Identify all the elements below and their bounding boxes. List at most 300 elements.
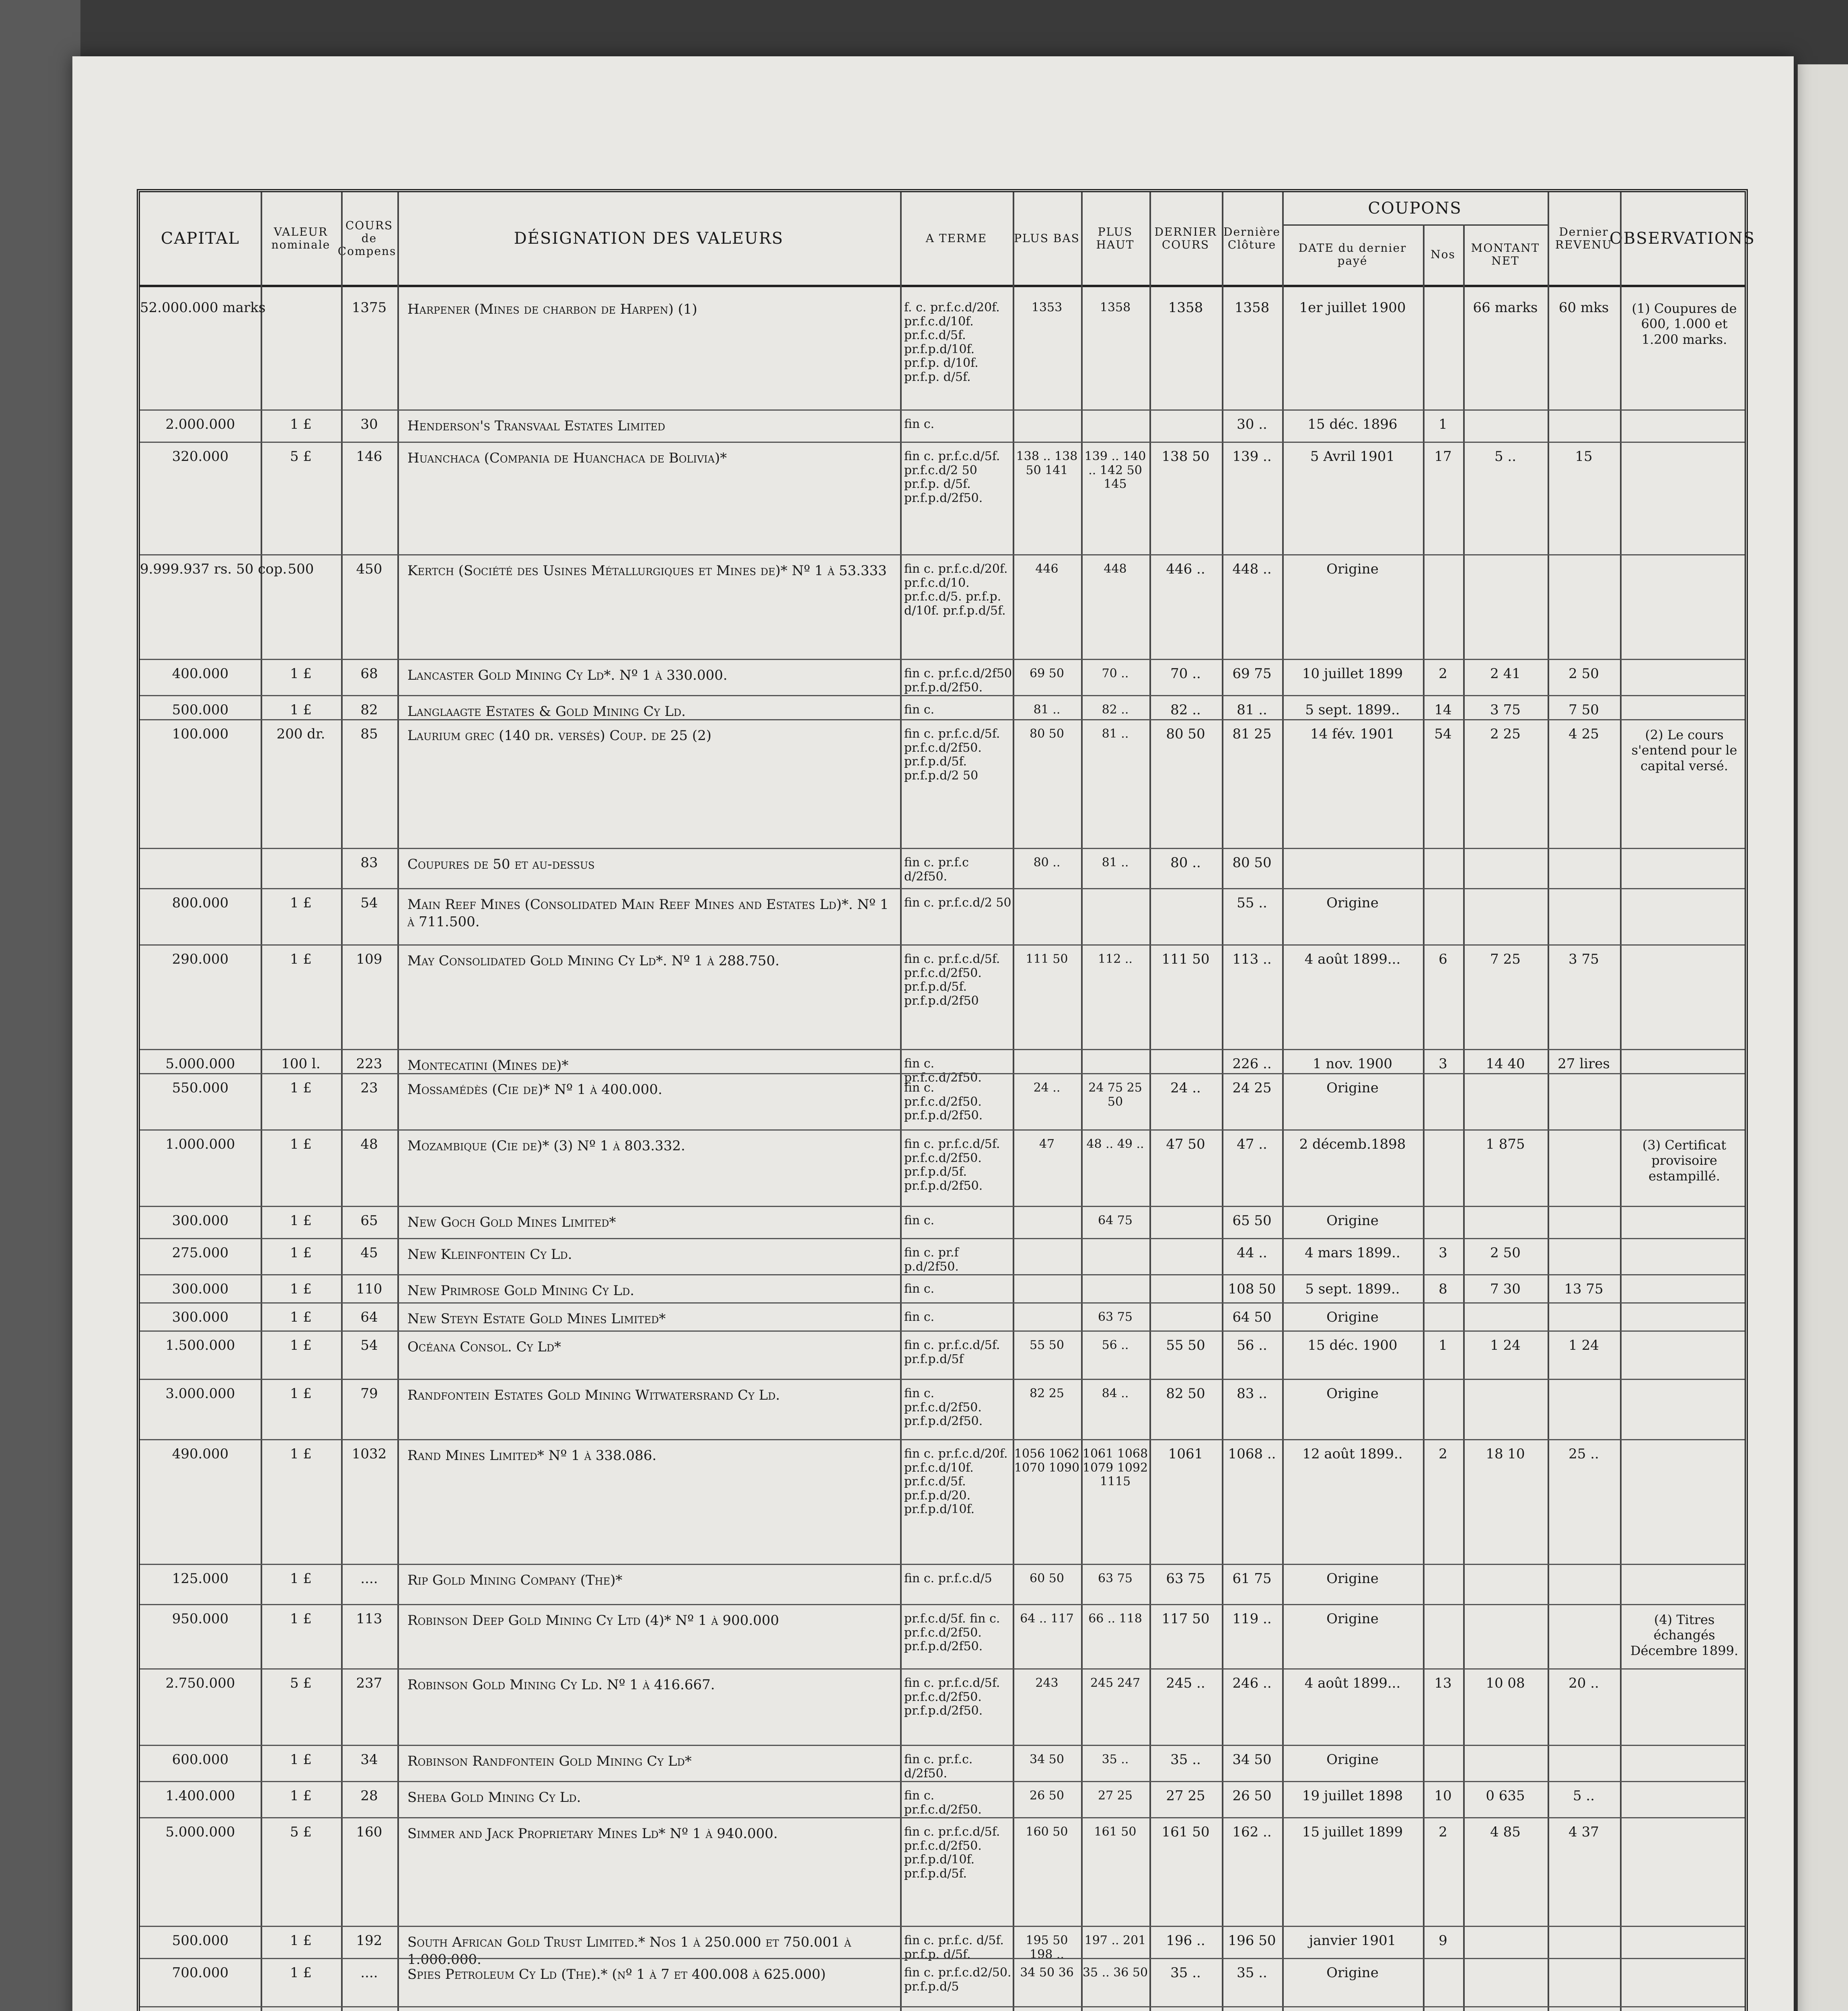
row-separator (140, 1206, 1745, 1207)
row-separator (140, 1745, 1745, 1746)
row-separator (140, 1129, 1745, 1131)
cell-cours: 83 (360, 855, 378, 871)
cell-date: janvier 1901 (1309, 1933, 1396, 1949)
cell-cours: 237 (356, 1675, 382, 1691)
cell-designation: Robinson Gold Mining Cy Ld. Nº 1 à 416.667. (407, 1677, 715, 1693)
cell-revenu: 7 50 (1568, 702, 1599, 718)
row-separator (140, 1238, 1745, 1239)
cell-cours: 68 (360, 666, 378, 682)
cell-dernier: 117 50 (1161, 1611, 1210, 1627)
cell-designation: Sheba Gold Mining Cy Ld. (407, 1789, 581, 1805)
cell-terme: fin c. pr.f.c.d/5f. pr.f.c.d/2f50. pr.f.p.d/5f. pr.f.p.d/2f50 (904, 952, 1000, 1008)
cell-terme: fin c. pr.f.c.d/5f. pr.f.c.d/2f50. pr.f.p.d/5f. pr.f.p.d/2f50. (904, 1137, 1000, 1193)
cell-terme: fin c. pr.f.c. d/5f. pr.f.p. d/5f. (904, 1933, 1004, 1962)
cell-cloture: 113 .. (1232, 951, 1272, 967)
cell-haut: 82 .. (1102, 703, 1129, 717)
cell-haut: 27 25 (1098, 1789, 1133, 1803)
cell-designation: Mossamédès (Cie de)* Nº 1 à 400.000. (407, 1082, 662, 1098)
cell-designation: Coupures de 50 et au-dessus (407, 856, 595, 872)
column-rule (1282, 192, 1284, 2011)
cell-terme: fin c. pr.f.c.d/2f50 pr.f.p.d/2f50. (904, 666, 1012, 695)
cell-revenu: 13 75 (1564, 1281, 1603, 1297)
cell-capital: 2.750.000 (165, 1675, 235, 1691)
cell-cloture: 65 50 (1232, 1213, 1272, 1229)
cell-no: 3 (1439, 1245, 1447, 1261)
cell-capital: 1.500.000 (165, 1337, 235, 1353)
cell-bas: 195 50 198 .. (1026, 1933, 1068, 1962)
cell-haut: 112 .. (1098, 952, 1133, 966)
cell-capital: 500.000 (172, 1933, 229, 1949)
cell-dernier: 1358 (1168, 300, 1203, 316)
cell-nominale: 1 £ (290, 1446, 312, 1462)
cell-obs: (4) Titres échangés Décembre 1899. (1630, 1612, 1739, 1658)
cell-date: 4 août 1899... (1304, 951, 1401, 967)
cell-terme: fin c. pr.f.c.d/2f50. pr.f.p.d/2f50. (904, 1081, 983, 1123)
cell-date: 19 juillet 1898 (1302, 1788, 1403, 1804)
row-separator (140, 1604, 1745, 1605)
cell-capital: 500.000 (172, 702, 229, 718)
row-separator (140, 1958, 1745, 1959)
row-separator (140, 1439, 1745, 1440)
cell-nominale: 1 £ (290, 1788, 312, 1804)
cell-terme: fin c. (904, 417, 935, 431)
cell-nominale: 1 £ (290, 1611, 312, 1627)
cell-no: 54 (1434, 726, 1452, 742)
row-separator (140, 719, 1745, 720)
cell-nominale: 1 £ (290, 1136, 312, 1152)
cell-revenu: 60 mks (1558, 300, 1609, 316)
cell-designation: Main Reef Mines (Consolidated Main Reef Mines and Estates Ld)*. Nº 1 à 711.500. (407, 897, 889, 930)
cell-designation: Harpener (Mines de charbon de Harpen) (1) (407, 301, 697, 317)
cell-nominale: 1 £ (290, 951, 312, 967)
cell-haut: 63 75 (1098, 1571, 1133, 1585)
cell-capital: 5.000.000 (165, 1056, 235, 1072)
cell-cloture: 246 .. (1232, 1675, 1272, 1691)
cell-capital: 100.000 (172, 726, 229, 742)
cell-designation: Océana Consol. Cy Ld* (407, 1339, 561, 1355)
cell-dernier: 82 50 (1166, 1386, 1205, 1402)
cell-designation: Montecatini (Mines de)* (407, 1057, 569, 1073)
cell-capital: 1.400.000 (165, 1788, 235, 1804)
cell-nominale: 1 £ (290, 1571, 312, 1587)
cell-terme: fin c. (904, 1282, 935, 1296)
cell-capital: 490.000 (172, 1446, 229, 1462)
cell-capital: 1.000.000 (165, 1136, 235, 1152)
cell-cloture: 35 .. (1237, 1965, 1267, 1981)
header-coupons: COUPONS (1282, 192, 1549, 226)
cell-cours: 192 (356, 1933, 382, 1949)
cell-date: 5 Avril 1901 (1310, 448, 1395, 465)
cell-designation: Robinson Deep Gold Mining Cy Ltd (4)* Nº 1 à 900.000 (407, 1612, 779, 1629)
cell-capital: 700.000 (172, 1965, 229, 1981)
row-separator (140, 944, 1745, 946)
header-valeur-nominale: VALEUR nominale (261, 192, 343, 287)
cell-cours: 223 (356, 1056, 382, 1072)
cell-cloture: 34 50 (1232, 1752, 1272, 1768)
cell-cours: 450 (356, 561, 382, 577)
cell-designation: Huanchaca (Compania de Huanchaca de Bolivia)* (407, 450, 727, 466)
row-separator (140, 848, 1745, 849)
cell-revenu: 5 .. (1573, 1788, 1595, 1804)
cell-capital: 5.000.000 (165, 1824, 235, 1840)
row-separator (140, 659, 1745, 660)
cell-cloture: 61 75 (1232, 1571, 1272, 1587)
cell-nominale: 1 £ (290, 1309, 312, 1325)
column-rule (1423, 224, 1425, 2011)
cell-date: Origine (1326, 1965, 1379, 1981)
row-separator (140, 1668, 1745, 1670)
cell-revenu: 4 25 (1568, 726, 1599, 742)
cell-dernier: 63 75 (1166, 1571, 1205, 1587)
cell-cloture: 64 50 (1232, 1309, 1272, 1325)
row-separator (140, 1049, 1745, 1050)
cell-terme: fin c. pr.f.c.d/2f50. pr.f.p.d/2f50. (904, 1386, 983, 1428)
cell-date: 4 mars 1899.. (1305, 1245, 1400, 1261)
cell-capital: 300.000 (172, 1281, 229, 1297)
cell-cloture: 55 .. (1237, 895, 1267, 911)
cell-cours: 110 (356, 1281, 382, 1297)
cell-haut: 63 75 (1098, 1310, 1133, 1324)
cell-bas: 80 .. (1033, 855, 1061, 870)
cell-montant: 2 50 (1490, 1245, 1521, 1261)
cell-haut: 1358 (1100, 300, 1131, 315)
cell-capital: 950.000 (172, 1611, 229, 1627)
cell-dernier: 35 .. (1170, 1965, 1201, 1981)
cell-nominale: 5 £ (290, 1824, 312, 1840)
cell-cloture: 24 25 (1232, 1080, 1272, 1096)
cell-designation: May Consolidated Gold Mining Cy Ld*. Nº 1 à 288.750. (407, 953, 780, 969)
cell-cours: 23 (360, 1080, 378, 1096)
cell-dernier: 1061 (1168, 1446, 1203, 1462)
header-dernier-cours: DERNIER COURS (1149, 192, 1223, 287)
cell-haut: 35 .. (1102, 1752, 1129, 1766)
column-rule (900, 192, 902, 2011)
cell-cloture: 81 25 (1232, 726, 1272, 742)
cell-revenu: 27 lires (1558, 1056, 1610, 1072)
cell-montant: 10 08 (1486, 1675, 1525, 1691)
cell-haut: 56 .. (1102, 1338, 1129, 1352)
cell-cloture: 56 .. (1237, 1337, 1267, 1353)
cell-montant: 1 24 (1490, 1337, 1521, 1353)
cell-date: 12 août 1899.. (1302, 1446, 1403, 1462)
cell-date: Origine (1326, 561, 1379, 577)
cell-date: Origine (1326, 1752, 1379, 1768)
column-rule (341, 192, 343, 2011)
cell-bas: 81 .. (1033, 703, 1061, 717)
cell-terme: fin c. pr.f.c.d/20f. pr.f.c.d/10f. pr.f.c.d/5f. pr.f.p.d/20. pr.f.p.d/10f. (904, 1447, 1008, 1516)
cell-capital: 300.000 (172, 1309, 229, 1325)
header-nos: Nos (1423, 224, 1465, 287)
cell-nominale: 500 (288, 561, 314, 577)
cell-cours: 65 (360, 1213, 378, 1229)
cell-capital: 9.999.937 rs. 50 cop. (140, 561, 287, 577)
cell-nominale: 1 £ (290, 1281, 312, 1297)
cell-dernier: 245 .. (1166, 1675, 1205, 1691)
column-rule (1548, 192, 1549, 2011)
row-separator (140, 1564, 1745, 1565)
cell-terme: fin c. pr.f p.d/2f50. (904, 1246, 959, 1274)
cell-capital: 125.000 (172, 1571, 229, 1587)
cell-bas: 55 50 (1030, 1338, 1064, 1352)
cell-cours: 54 (360, 895, 378, 911)
cell-capital: 3.000.000 (165, 1386, 235, 1402)
cell-capital: 400.000 (172, 666, 229, 682)
cell-bas: 26 50 (1030, 1789, 1064, 1803)
cell-montant: 66 marks (1473, 300, 1538, 316)
cell-obs: (1) Coupures de 600, 1.000 et 1.200 marks. (1632, 301, 1737, 347)
cell-haut: 1061 1068 1079 1092 1115 (1082, 1447, 1148, 1489)
cell-dernier: 82 .. (1170, 702, 1201, 718)
cell-montant: 2 25 (1490, 726, 1521, 742)
cell-terme: fin c. pr.f.c.d/5f. pr.f.p.d/5f (904, 1338, 1000, 1366)
cell-revenu: 2 50 (1568, 666, 1599, 682)
cell-cloture: 139 .. (1232, 448, 1272, 465)
cell-cours: 30 (360, 416, 378, 432)
cell-date: 5 sept. 1899.. (1305, 1281, 1400, 1297)
cell-designation: Laurium grec (140 dr. versés) Coup. de 25 (2) (407, 728, 712, 744)
cell-revenu: 20 .. (1568, 1675, 1599, 1691)
cell-dernier: 55 50 (1166, 1337, 1205, 1353)
cell-nominale: 1 £ (290, 1080, 312, 1096)
cell-nominale: 1 £ (290, 1245, 312, 1261)
cell-haut: 64 75 (1098, 1213, 1133, 1228)
cell-no: 3 (1439, 1056, 1447, 1072)
cell-dernier: 196 .. (1166, 1933, 1205, 1949)
cell-nominale: 1 £ (290, 895, 312, 911)
cell-no: 13 (1434, 1675, 1452, 1691)
cell-revenu: 4 37 (1568, 1824, 1599, 1840)
cell-cours: 85 (360, 726, 378, 742)
cell-dernier: 138 50 (1161, 448, 1210, 465)
cell-revenu: 1 24 (1568, 1337, 1599, 1353)
cell-bas: 82 25 (1030, 1386, 1064, 1400)
cell-cours: 1375 (352, 300, 387, 316)
cell-terme: f. c. pr.f.c.d/20f. pr.f.c.d/10f. pr.f.c.d/5f. pr.f.p.d/10f. pr.f.p. d/10f. pr.f.p. d/5f. (904, 300, 1000, 384)
cell-cours: 34 (360, 1752, 378, 1768)
row-separator (140, 554, 1745, 555)
cell-haut: 66 .. 118 (1088, 1612, 1142, 1626)
column-rule (1222, 192, 1223, 2011)
header-capital: CAPITAL (140, 192, 262, 287)
cell-montant: 2 41 (1490, 666, 1521, 682)
cell-obs: (2) Le cours s'entend pour le capital versé. (1631, 727, 1737, 773)
cell-nominale: 1 £ (290, 1933, 312, 1949)
cell-bas: 34 50 36 (1020, 1966, 1074, 1980)
cell-designation: Randfontein Estates Gold Mining Witwatersrand Cy Ld. (407, 1387, 780, 1403)
previous-page-edge (0, 0, 80, 2011)
cell-designation: Robinson Randfontein Gold Mining Cy Ld* (407, 1753, 692, 1769)
cell-cloture: 69 75 (1232, 666, 1272, 682)
header-designation: DÉSIGNATION DES VALEURS (397, 192, 902, 287)
cell-no: 8 (1439, 1281, 1447, 1297)
cell-haut: 245 247 (1090, 1676, 1141, 1690)
cell-dernier: 111 50 (1161, 951, 1210, 967)
header-derniere-cloture: Dernière Clôture (1222, 192, 1284, 287)
cell-cours: 48 (360, 1136, 378, 1152)
cell-capital: 275.000 (172, 1245, 229, 1261)
column-rule (1463, 224, 1465, 2011)
cell-nominale: 1 £ (290, 702, 312, 718)
cell-date: 1 nov. 1900 (1312, 1056, 1393, 1072)
cell-date: Origine (1326, 1309, 1379, 1325)
cell-haut: 81 .. (1102, 855, 1129, 870)
cell-revenu: 25 .. (1568, 1446, 1599, 1462)
cell-obs: (3) Certificat provisoire estampillé. (1642, 1137, 1727, 1184)
cell-bas: 243 (1035, 1676, 1059, 1690)
cell-nominale: 1 £ (290, 1337, 312, 1353)
row-separator (140, 1302, 1745, 1304)
cell-terme: fin c. pr.f.c.d/20f. pr.f.c.d/10. pr.f.c.d/5. pr.f.p. d/10f. pr.f.p.d/5f. (904, 562, 1008, 618)
cell-cours: .... (360, 1571, 378, 1587)
cell-montant: 1 875 (1486, 1136, 1525, 1152)
document-page (72, 56, 1794, 2011)
cell-date: 15 déc. 1896 (1307, 416, 1398, 432)
cell-designation: Rip Gold Mining Company (The)* (407, 1572, 623, 1588)
header-a-terme: A TERME (900, 192, 1014, 287)
cell-cloture: 1358 (1234, 300, 1270, 316)
cell-no: 10 (1434, 1788, 1452, 1804)
cell-revenu: 15 (1575, 448, 1593, 465)
cell-nominale: 5 £ (290, 448, 312, 465)
header-observations: OBSERVATIONS (1620, 192, 1745, 287)
cell-montant: 3 75 (1490, 702, 1521, 718)
cell-cours: 54 (360, 1337, 378, 1353)
row-separator (140, 409, 1745, 411)
cell-terme: pr.f.c.d/5f. fin c. pr.f.c.d/2f50. pr.f.p.d/2f50. (904, 1612, 1000, 1653)
cell-montant: 5 .. (1494, 448, 1517, 465)
cell-nominale: 1 £ (290, 666, 312, 682)
cell-date: 1er juillet 1900 (1299, 300, 1406, 316)
cell-haut: 197 .. 201 (1084, 1933, 1146, 1947)
row-separator (140, 1781, 1745, 1782)
cell-terme: fin c. pr.f.c.d2/50. pr.f.p.d/5 (904, 1966, 1011, 1994)
cell-designation: New Primrose Gold Mining Cy Ld. (407, 1283, 635, 1299)
cell-designation: Langlaagte Estates & Gold Mining Cy Ld. (407, 703, 686, 720)
cell-terme: fin c. pr.f.c.d/2f50. (904, 1789, 982, 1817)
cell-nominale: 1 £ (290, 1386, 312, 1402)
cell-no: 9 (1439, 1933, 1447, 1949)
cell-haut: 24 75 25 50 (1088, 1081, 1142, 1109)
cell-bas: 1353 (1031, 300, 1063, 315)
cell-montant: 18 10 (1486, 1446, 1525, 1462)
cell-haut: 161 50 (1094, 1825, 1137, 1839)
row-separator (140, 442, 1745, 443)
cell-no: 2 (1439, 666, 1447, 682)
cell-bas: 60 50 (1030, 1571, 1064, 1585)
cell-bas: 1056 1062 1070 1090 (1014, 1447, 1080, 1475)
cell-dernier: 80 50 (1166, 726, 1205, 742)
cell-bas: 34 50 (1030, 1752, 1064, 1766)
cell-cours: 64 (360, 1309, 378, 1325)
cell-terme: fin c. pr.f.c d/2f50. (904, 855, 969, 884)
cell-date: 5 sept. 1899.. (1305, 702, 1400, 718)
cell-cloture: 119 .. (1232, 1611, 1272, 1627)
cell-nominale: 1 £ (290, 1213, 312, 1229)
cell-date: 10 juillet 1899 (1302, 666, 1403, 682)
cell-designation: Henderson's Transvaal Estates Limited (407, 418, 665, 434)
cell-bas: 64 .. 117 (1020, 1612, 1074, 1626)
cell-capital: 800.000 (172, 895, 229, 911)
cell-no: 2 (1439, 1446, 1447, 1462)
cell-date: Origine (1326, 1611, 1379, 1627)
cell-nominale: 1 £ (290, 1965, 312, 1981)
cell-nominale: 5 £ (290, 1675, 312, 1691)
cell-terme: fin c. pr.f.c.d/2f50. (904, 1057, 982, 1085)
cell-bas: 138 .. 138 50 141 (1016, 449, 1078, 477)
cell-montant: 7 30 (1490, 1281, 1521, 1297)
cell-designation: Simmer and Jack Proprietary Mines Ld* Nº 1 à 940.000. (407, 1826, 778, 1842)
cell-terme: fin c. pr.f.c.d/5f. pr.f.c.d/2f50. pr.f.p.d/10f. pr.f.p.d/5f. (904, 1825, 1000, 1881)
cell-haut: 84 .. (1102, 1386, 1129, 1400)
header-date-dernier-paye: DATE du dernier payé (1282, 224, 1425, 287)
cell-date: Origine (1326, 1571, 1379, 1587)
cell-cours: 79 (360, 1386, 378, 1402)
cell-capital: 300.000 (172, 1213, 229, 1229)
price-table (137, 189, 1755, 2011)
cell-cloture: 47 .. (1237, 1136, 1267, 1152)
header-montant-net: MONTANT NET (1463, 224, 1549, 287)
cell-date: Origine (1326, 1386, 1379, 1402)
cell-cours: 109 (356, 951, 382, 967)
cell-dernier: 24 .. (1170, 1080, 1201, 1096)
cell-no: 14 (1434, 702, 1452, 718)
cell-cloture: 81 .. (1237, 702, 1267, 718)
cell-bas: 160 50 (1026, 1825, 1068, 1839)
cell-cloture: 30 .. (1237, 416, 1267, 432)
cell-cours: 82 (360, 702, 378, 718)
cell-cloture: 196 50 (1228, 1933, 1276, 1949)
cell-terme: fin c. (904, 703, 935, 717)
cell-cours: .... (360, 1965, 378, 1981)
cell-dernier: 446 .. (1166, 561, 1205, 577)
column-rule (1620, 192, 1622, 2011)
cell-no: 17 (1434, 448, 1452, 465)
next-page-edge (1798, 64, 1848, 2011)
cell-dernier: 80 .. (1170, 855, 1201, 871)
cell-bas: 80 50 (1030, 727, 1064, 741)
cell-cloture: 1068 .. (1228, 1446, 1276, 1462)
cell-cloture: 162 .. (1232, 1824, 1272, 1840)
cell-capital: 600.000 (172, 1752, 229, 1768)
cell-haut: 70 .. (1102, 666, 1129, 681)
cell-cours: 160 (356, 1824, 382, 1840)
row-separator (140, 1379, 1745, 1380)
cell-dernier: 161 50 (1161, 1824, 1210, 1840)
row-separator (140, 1926, 1745, 1927)
cell-capital: 290.000 (172, 951, 229, 967)
cell-terme: fin c. (904, 1310, 935, 1324)
cell-revenu: 3 75 (1568, 951, 1599, 967)
cell-haut: 48 .. 49 .. (1086, 1137, 1144, 1151)
cell-date: 15 juillet 1899 (1302, 1824, 1403, 1840)
cell-designation: Spies Petroleum Cy Ld (The).* (nº 1 à 7 et 400.008 à 625.000) (407, 1966, 826, 1982)
cell-cloture: 448 .. (1232, 561, 1272, 577)
cell-bas: 47 (1039, 1137, 1055, 1151)
cell-no: 2 (1439, 1824, 1447, 1840)
cell-designation: New Goch Gold Mines Limited* (407, 1214, 616, 1230)
row-separator (140, 1817, 1745, 1818)
cell-dernier: 70 .. (1170, 666, 1201, 682)
header-plus-bas: PLUS BAS (1013, 192, 1083, 287)
cell-dernier: 35 .. (1170, 1752, 1201, 1768)
cell-haut: 139 .. 140 .. 142 50 145 (1084, 449, 1146, 491)
cell-terme: fin c. pr.f.c. d/2f50. (904, 1752, 973, 1781)
cell-cours: 28 (360, 1788, 378, 1804)
cell-dernier: 27 25 (1166, 1788, 1205, 1804)
row-separator (140, 695, 1745, 696)
cell-designation: Kertch (Société des Usines Métallurgiques et Mines de)* Nº 1 à 53.333 (407, 563, 887, 579)
cell-no: 1 (1439, 1337, 1447, 1353)
